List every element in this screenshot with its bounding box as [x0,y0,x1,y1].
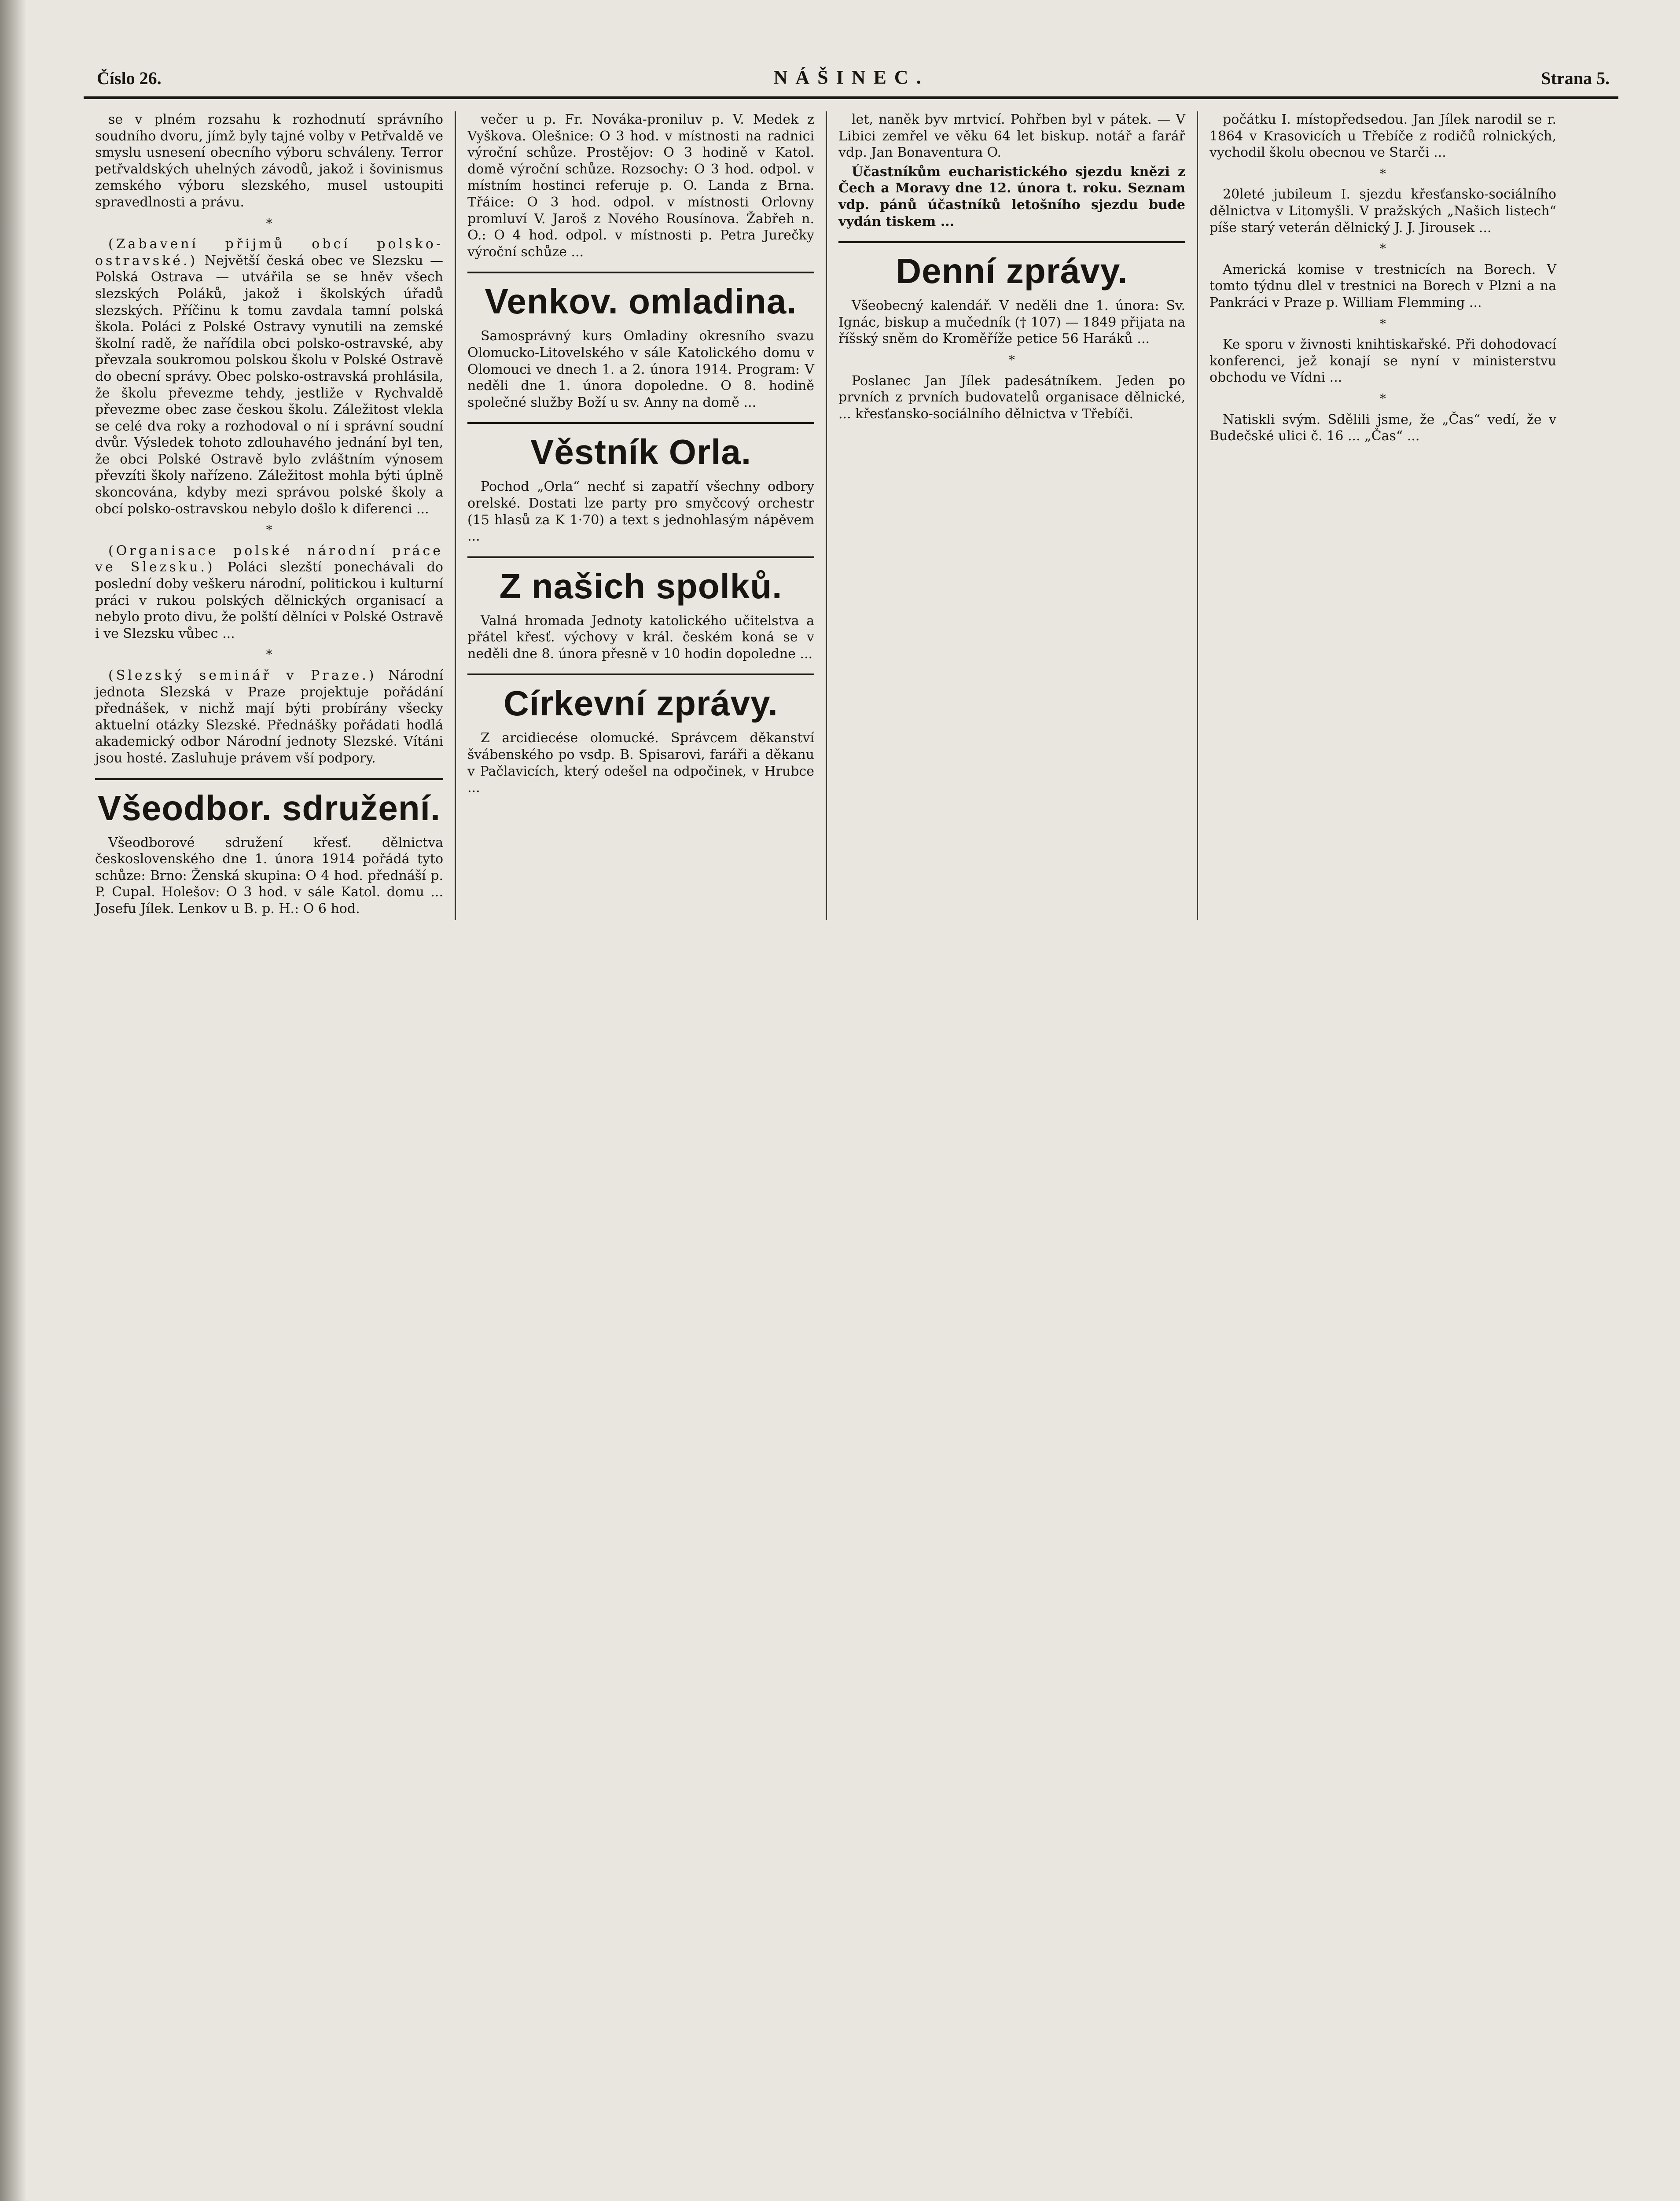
page-edge-shadow [0,0,26,2201]
article-text: Všeobecný kalendář. V neděli dne 1. února: Sv. Ignác, biskup a mučedník († 107) — 1849 přijata na říšský sněm do Kroměříže petice 56 Haráků ... [838,298,1185,347]
article-text: Účastníkům eucharistického sjezdu knězi z Čech a Moravy dne 12. února t. roku. Seznam vdp. pánů účastníků letošního sjezdu bude vydán tiskem ... [838,164,1185,229]
article-text: 20leté jubileum I. sjezdu křesťansko-sociálního dělnictva v Litomyšli. V pražských „Našich listech“ píše starý veterán dělnický J. J. Jirousek ... [1209,187,1556,236]
masthead-rule [84,96,1618,99]
article-text: se v plném rozsahu k rozhodnutí správního soudního dvoru, jímž byly tajné volby v Petřvaldě ve smyslu usnesení obecního výboru schváleny. Terror petřvaldských uhelných závodů, jakož i šovinismus zemského výboru slezského, musel ustoupiti spravedlnosti a právu. [95,112,443,210]
page-number: Strana 5. [1541,68,1610,88]
section-heading-spolku: Z našich spolků. [467,556,814,607]
separator-star: * [1380,391,1386,406]
article-text: Poslanec Jan Jílek padesátníkem. Jeden po prvních z prvních budovatelů organisace dělnické, ... křesťansko-sociálního dělnictva v Třebíči. [838,373,1185,422]
article-text: Všeodborové sdružení křesť. dělnictva československého dne 1. února 1914 pořádá tyto schůze: Brno: Ženská skupina: O 4 hod. přednáší p. P. Cupal. Holešov: O 3 hod. v sále Katol. domu ... Josefu Jílek. Lenkov u B. p. H.: O 6 hod. [95,835,443,916]
article-heading: (Organisace polské národní práce ve Slezsku.) [95,543,443,575]
article-heading: (Slezský seminář v Praze.) [108,668,377,683]
columns [84,111,1618,920]
article-text: večer u p. Fr. Nováka-proniluv p. V. Medek z Vyškova. Olešnice: O 3 hod. v místnosti na radnici výroční schůze. Prostějov: O 3 hodině v Katol. domě výroční schůze. Rozsochy: O 3 hod. odpol. v místním hostinci referuje p. O. Landa z Brna. Třáice: O 3 hod. odpol. v místnosti Orlovny promluví V. Jaroš z Nového Rousínova. Žabřeh n. O.: O 4 hod. odpol. v místnosti p. Petra Jurečky výroční schůze ... [467,112,814,260]
article-text: Samosprávný kurs Omladiny okresního svazu Olomucko-Litovelského v sále Katolického domu v Olomouci ve dnech 1. a 2. února 1914. Program: V neděli dne 1. února dopoledne. O 8. hodině společné služby Boží u sv. Anny na domě ... [467,328,814,410]
section-heading-orla: Věstník Orla. [467,422,814,472]
article-text: let, naněk byv mrtvicí. Pohřben byl v pátek. — V Libici zemřel ve věku 64 let biskup. notář a farář vdp. Jan Bonaventura O. [838,112,1185,161]
article-heading: (Zabavení přijmů obcí polsko-ostravské.) [95,236,443,269]
separator-star: * [1009,352,1015,367]
article-text: počátku I. místopředsedou. Jan Jílek narodil se r. 1864 v Krasovicích u Třebíče z rodičů rolnických, vychodil školu obecnou ve Starči ... [1209,112,1556,161]
column-4 [1197,111,1568,920]
issue-number: Číslo 26. [97,68,162,88]
section-heading-denni: Denní zprávy. [838,241,1185,291]
article-text: Z arcidiecése olomucké. Správcem děkanství švábenského po vsdp. B. Spisarovi, faráři a děkanu v Pačlavicích, který odešel na odpočinek, v Hrubce ... [467,730,814,796]
article-text: Národní jednota Slezská v Praze projektuje pořádání přednášek, v nichž mají býti probírány všecky aktuelní otázky Slezské. Přednášky pořádati hodlá akademický odbor Národní jednoty Slezské. Vítáni jsou hosté. Zasluhuje právem vší podpory. [95,668,443,766]
separator-star: * [1380,166,1386,181]
article-text: Pochod „Orla“ nechť si zapatří všechny odbory orelské. Dostati lze party pro smyčcový orchestr (15 hlasů za K 1·70) a text s jednohlasým nápěvem ... [467,479,814,545]
separator-star: * [266,523,272,537]
separator-star: * [266,647,272,662]
article-text: Americká komise v trestnicích na Borech. V tomto týdnu dlel v trestnici na Borech v Plzni a na Pankráci v Praze p. William Flemming ... [1209,261,1556,310]
article-text: Největší česká obec ve Slezsku — Polská Ostrava — utvářila se se hněv všech slezských Poláků, jakož i školských úřadů slezských. Příčinu k tomu zavdala tamní polská škola. Poláci z Polské Ostravy vynutili na zemské školní radě, že nařídila obci polsko-ostravské, aby převzala soukromou polskou školu v Polské Ostravě do obecní správy. Obec polsko-ostravská prohlásila, že školu převezme tehdy, jestliže v Rychvaldě převezme obec zase českou školu. Záležitost vlekla se celé dva roky a rozhodoval o ní i správní soudní dvůr. Výsledek tohoto zdlouhavého jednání byl ten, že obci Polské Ostravě bylo zvláštním výnosem převzíti školy nařízeno. Záležitost mohla býti úplně skoncována, kdyby mezi správou polské školy a obcí polsko-ostravskou nebylo došlo k diferenci ... [95,253,443,517]
separator-star: * [1380,241,1386,256]
separator-star: * [266,216,272,231]
article-text: Ke sporu v živnosti knihtiskařské. Při dohodovací konferenci, jež konají se nyní v ministerstvu obchodu ve Vídni ... [1209,337,1556,386]
column-2 [455,111,826,920]
column-1 [84,111,455,920]
separator-star: * [1380,316,1386,331]
masthead [84,66,1618,96]
article-text: Natiskli svým. Sdělili jsme, že „Čas“ vedí, že v Budečské ulici č. 16 ... „Čas“ ... [1209,412,1556,444]
article-text: Valná hromada Jednoty katolického učitelstva a přátel křesť. výchovy v král. českém koná se v neděli dne 8. února přesně v 10 hodin dopoledne ... [467,613,814,662]
section-heading-venkov: Venkov. omladina. [467,272,814,322]
column-3 [826,111,1197,920]
newspaper-title: NÁŠINEC. [773,66,929,88]
article-text: Poláci slezští ponechávali do poslední doby veškeru národní, politickou i kulturní práci v rukou polských dělnických organisací a nebylo proto divu, že polští dělníci v Polské Ostravě i ve Slezsku vůbec ... [95,559,443,641]
section-heading-cirkevni: Církevní zprávy. [467,674,814,724]
section-heading-sdruzeni: Všeodbor. sdružení. [95,778,443,828]
